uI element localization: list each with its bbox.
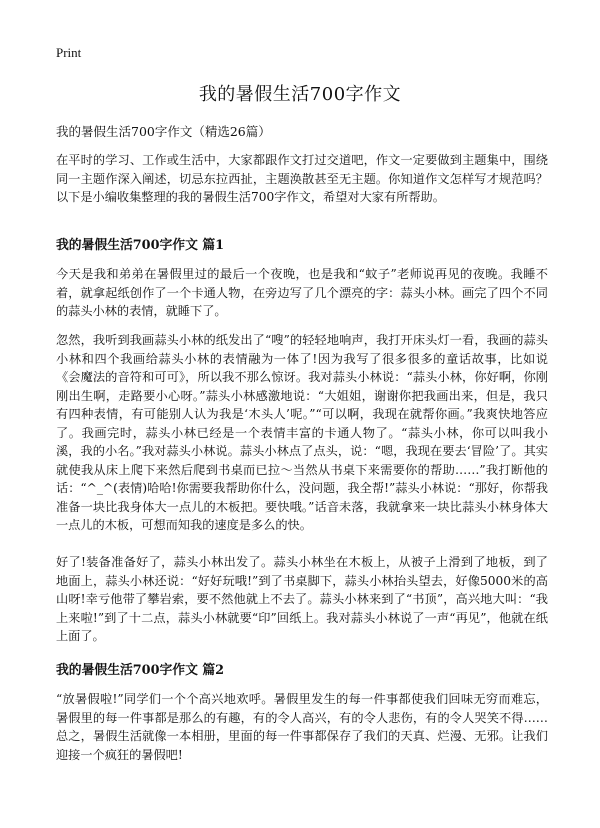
paragraph: “放暑假啦!”同学们一个个高兴地欢呼。暑假里发生的每一件事都使我们回味无穷而难忘，暑假里的每一件事都是那么的有趣，有的令人高兴，有的令人悲伤，有的令人哭笑不得……总之，暑假生活就像一本相册，里面的每一件事都保存了我们的天真、烂漫、无邪。让我们迎接一个疯狂的暑假吧! <box>56 692 548 762</box>
section-heading: 我的暑假生活700字作文 篇1 <box>56 238 225 253</box>
page-title: 我的暑假生活700字作文 <box>198 84 402 105</box>
print-link[interactable]: Print <box>56 45 82 60</box>
paragraph: 忽然，我听到我画蒜头小林的纸发出了“嗖”的轻轻地响声，我打开床头灯一看，我画的蒜头小林和四个我画给蒜头小林的表情融为一体了!因为我写了很多很多的童话故事，比如说《会魔法的音符和可可》，所以我不那么惊讶。我对蒜头小林说：“蒜头小林，你好啊，你刚刚出生啊，走路要小心呀。”蒜头小林感激地说：“大姐姐，谢谢你把我画出来，但是，我只有四种表情，有可能别人认为我是‘木头人’呢。”“可以啊，我现在就帮你画。”我爽快地答应了。我画完时，蒜头小林已经是一个表情丰富的卡通人物了。“蒜头小林，你可以叫我小溪，我的小名。”我对蒜头小林说。蒜头小林点了点头，说：“嗯，我现在要去‘冒险’了。其实就使我从床上爬下来然后爬到书桌而已拉～当然从书桌下来需要你的帮助……”我打断他的话：“^_^(表情)哈哈!你需要我帮助你什么，没问题，我全帮!”蒜头小林说：“那好，你帮我准备一块比我身体大一点儿的木板把。要快哦。”话音未落，我就拿来一块比蒜头小林身体大一点儿的木板，可想而知我的速度是多么的快。 <box>56 333 548 532</box>
document-subtitle: 我的暑假生活700字作文（精选26篇） <box>56 124 271 139</box>
paragraph: 好了!装备准备好了，蒜头小林出发了。蒜头小林坐在木板上，从被子上滑到了地板，到了地面上，蒜头小林还说：“好好玩哦!”到了书桌脚下，蒜头小林抬头望去，好像5000米的高山呀!幸亏他带了攀岩索，要不然他就上不去了。蒜头小林来到了“书顶”，高兴地大叫：“我上来啦!”到了十二点，蒜头小林就要“印”回纸上。我对蒜头小林说了一声“再见”，他就在纸上面了。 <box>56 555 548 643</box>
section-heading: 我的暑假生活700字作文 篇2 <box>56 663 225 678</box>
paragraph: 今天是我和弟弟在暑假里过的最后一个夜晚，也是我和“蚊子”老师说再见的夜晚。我睡不着，就拿起纸创作了一个卡通人物，在旁边写了几个漂亮的字：蒜头小林。画完了四个不同的蒜头小林的表情，就睡下了。 <box>56 267 548 318</box>
intro-paragraph: 在平时的学习、工作或生活中，大家都跟作文打过交道吧，作文一定要做到主题集中，围绕同一主题作深入阐述，切忌东拉西扯，主题涣散甚至无主题。你知道作文怎样写才规范吗？以下是小编收集整理的我的暑假生活700字作文，希望对大家有所帮助。 <box>56 153 548 204</box>
